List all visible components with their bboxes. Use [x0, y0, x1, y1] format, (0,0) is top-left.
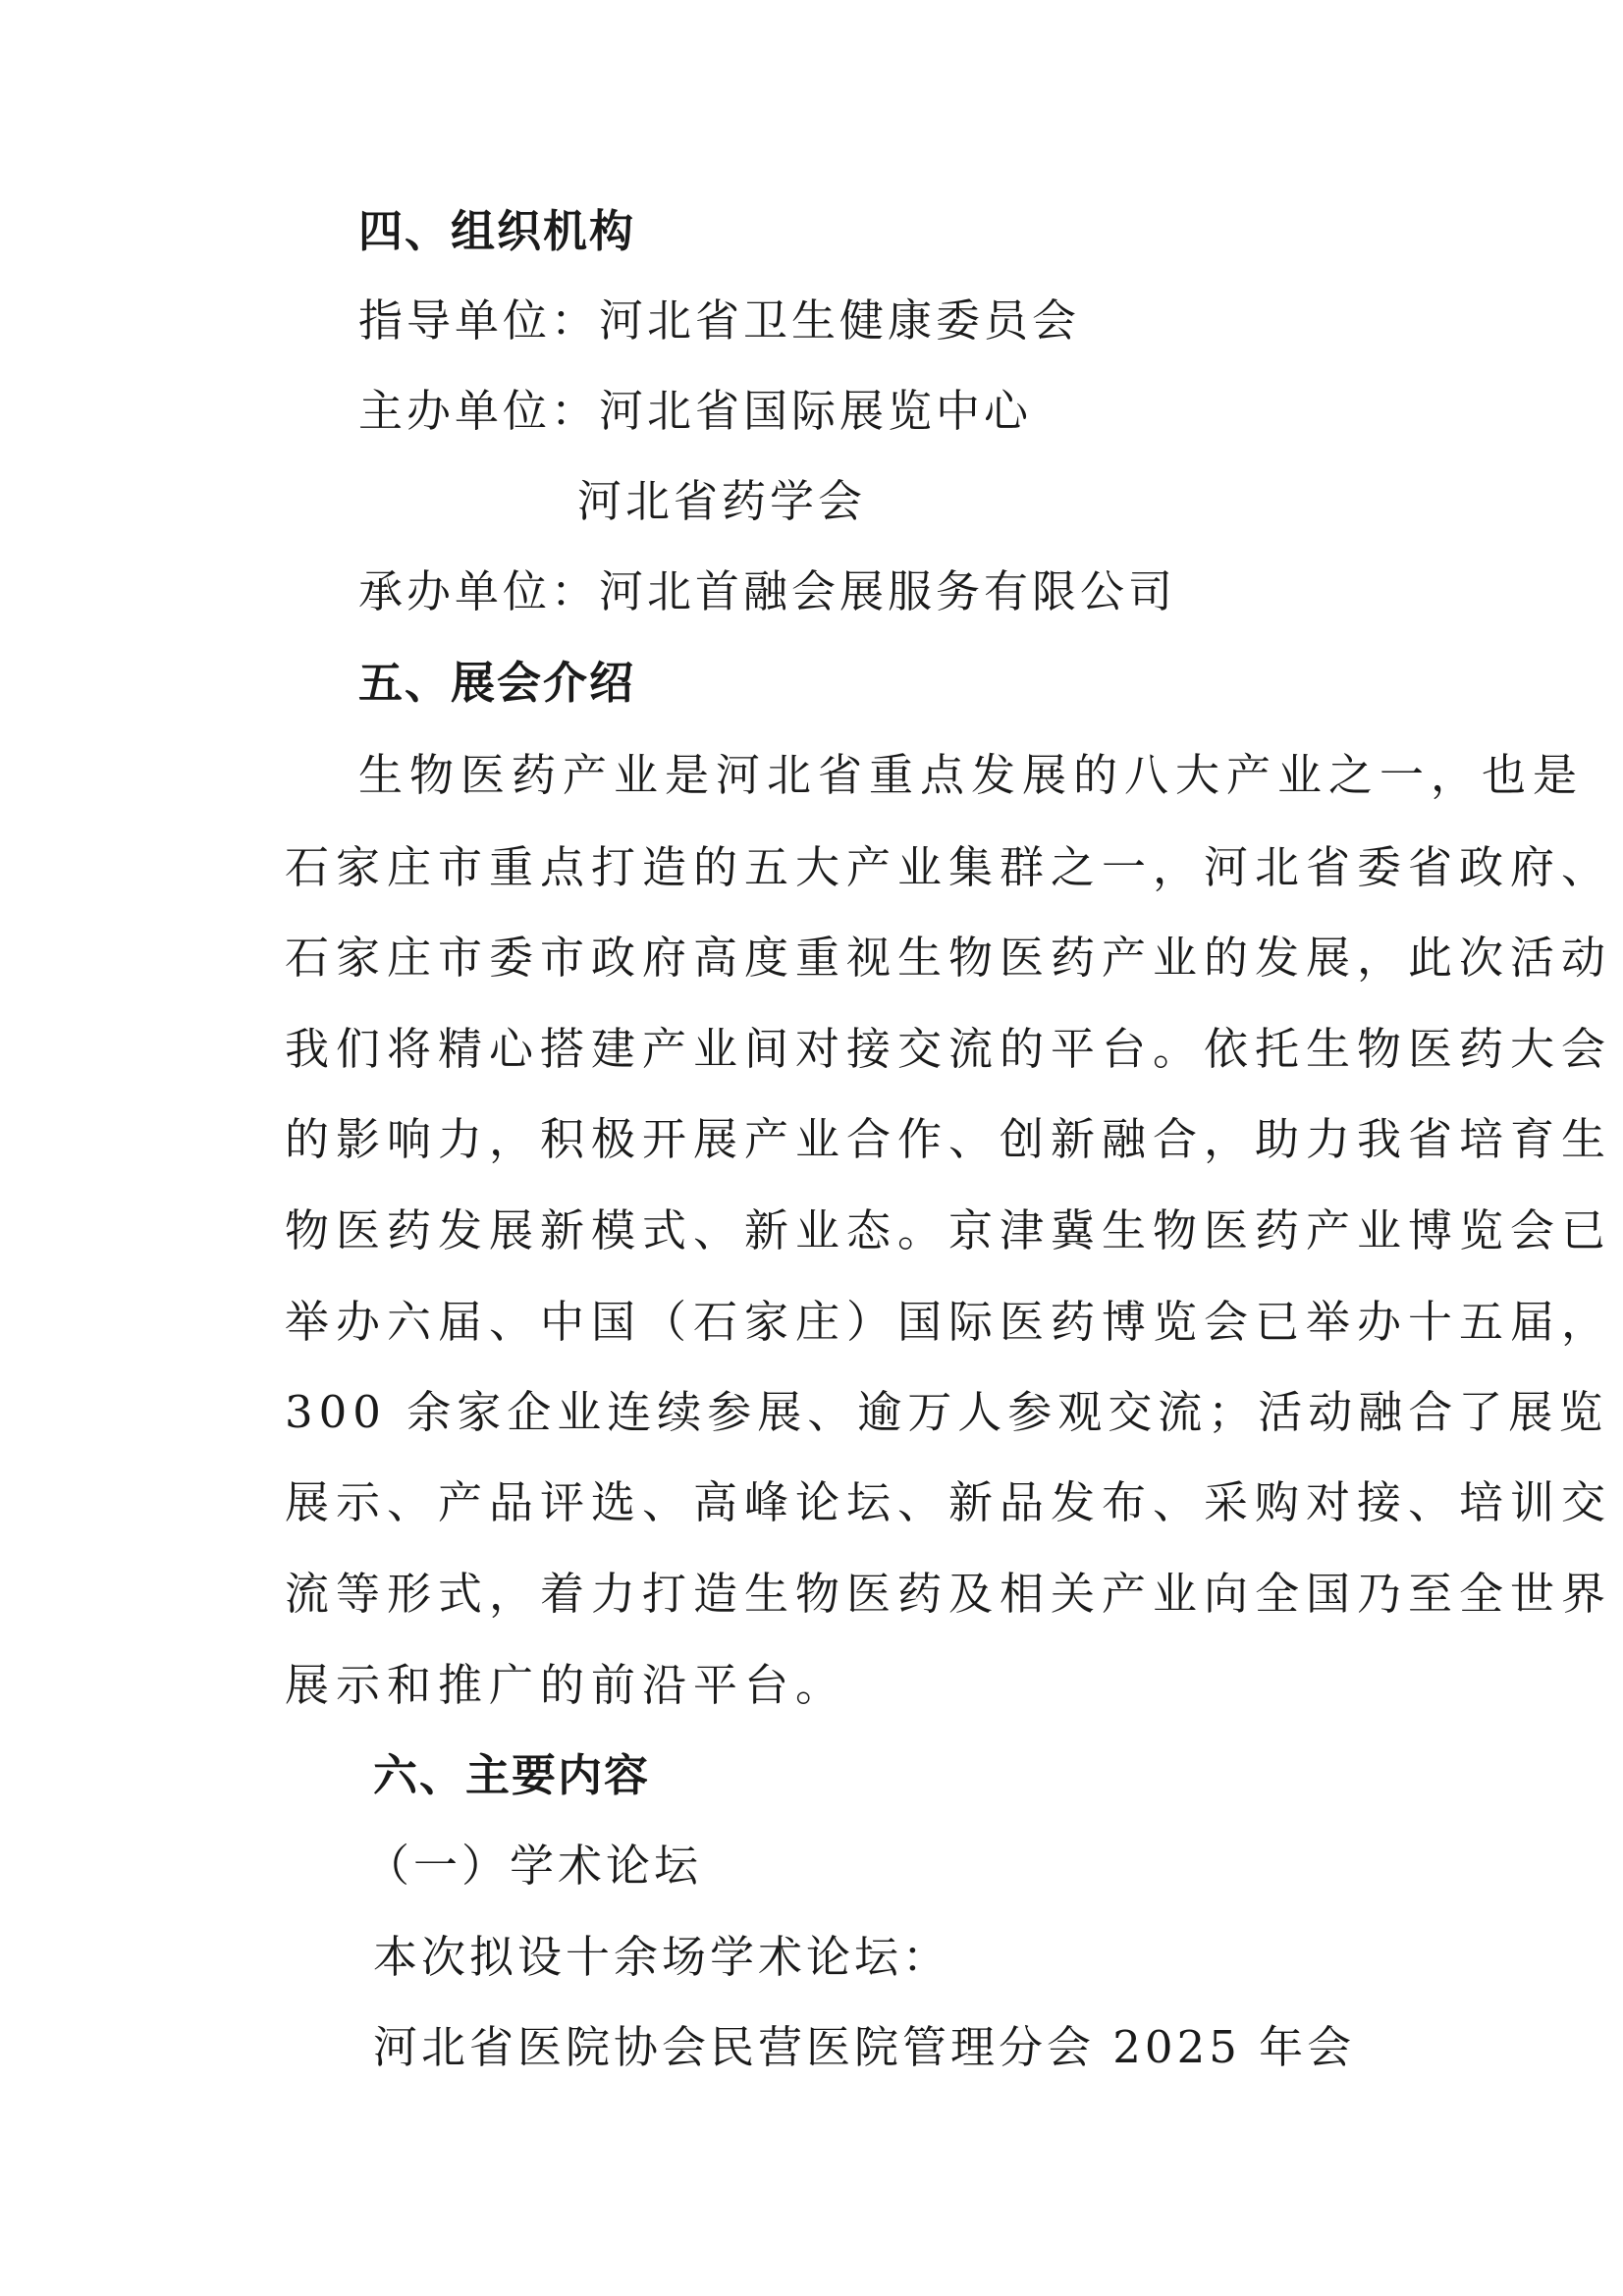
paragraph-line-6: 物医药发展新模式、新业态。京津冀生物医药产业博览会已 — [285, 1204, 1613, 1256]
paragraph-line-2: 石家庄市重点打造的五大产业集群之一，河北省委省政府、 — [285, 841, 1613, 893]
forum-intro: 本次拟设十余场学术论坛： — [373, 1931, 951, 1983]
paragraph-line-8: 300 余家企业连续参展、逾万人参观交流；活动融合了展览 — [285, 1386, 1609, 1438]
guide-unit-row — [358, 292, 1080, 350]
organizer-unit-row — [358, 562, 1176, 621]
guide-unit-value: 河北省卫生健康委员会 — [599, 294, 1081, 347]
host-unit-label: 主办单位： — [358, 385, 600, 437]
section-6-heading: 六、主要内容 — [373, 1749, 651, 1801]
section-4-heading: 四、组织机构 — [358, 205, 636, 257]
paragraph-line-1: 生物医药产业是河北省重点发展的八大产业之一，也是 — [358, 749, 1585, 801]
organizer-unit-value: 河北首融会展服务有限公司 — [599, 565, 1177, 617]
guide-unit-label: 指导单位： — [358, 294, 600, 347]
organizer-unit-label: 承办单位： — [358, 565, 600, 617]
forum-item-1: 河北省医院协会民营医院管理分会 2025 年会 — [373, 2021, 1356, 2073]
paragraph-line-5: 的影响力，积极开展产业合作、创新融合，助力我省培育生 — [285, 1113, 1613, 1165]
paragraph-line-7: 举办六届、中国（石家庄）国际医药博览会已举办十五届， — [285, 1296, 1613, 1348]
subsection-1-heading: （一）学术论坛 — [365, 1840, 703, 1892]
host-unit-value-2: 河北省药学会 — [577, 475, 867, 527]
host-unit-value-1: 河北省国际展览中心 — [599, 385, 1033, 437]
paragraph-line-3: 石家庄市委市政府高度重视生物医药产业的发展，此次活动 — [285, 932, 1613, 984]
host-unit-row — [358, 382, 1032, 441]
paragraph-line-9: 展示、产品评选、高峰论坛、新品发布、采购对接、培训交 — [285, 1476, 1613, 1528]
paragraph-line-11: 展示和推广的前沿平台。 — [285, 1659, 847, 1711]
paragraph-line-4: 我们将精心搭建产业间对接交流的平台。依托生物医药大会 — [285, 1023, 1613, 1075]
paragraph-line-10: 流等形式，着力打造生物医药及相关产业向全国乃至全世界 — [285, 1568, 1613, 1620]
section-5-heading: 五、展会介绍 — [358, 657, 636, 709]
